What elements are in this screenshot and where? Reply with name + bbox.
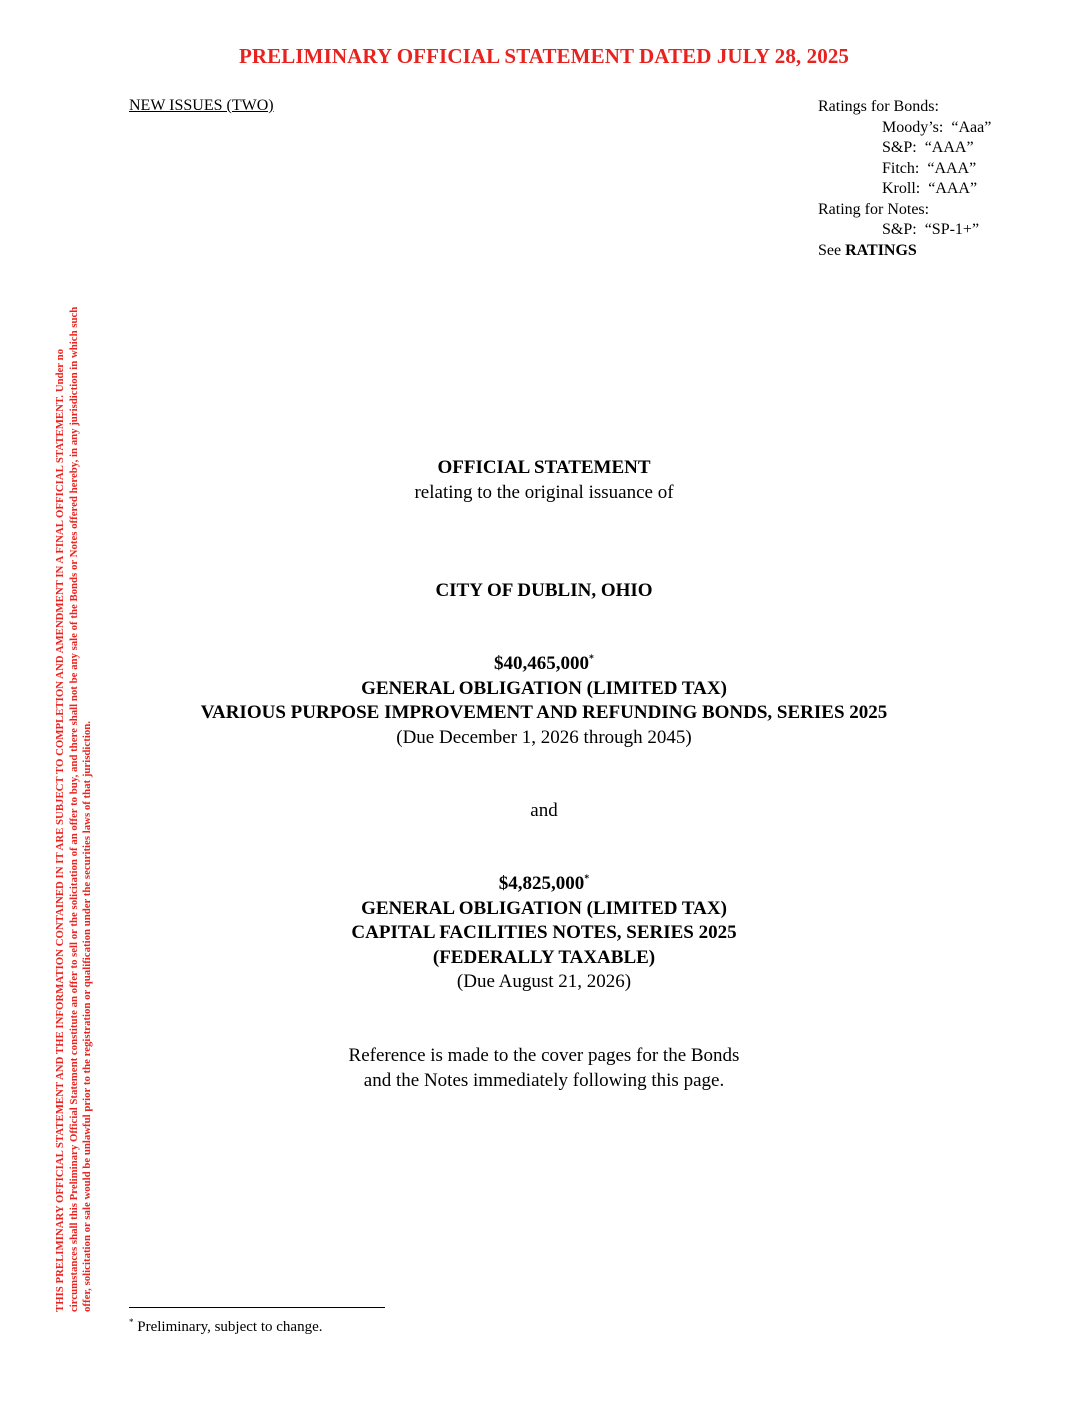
rating-agency: Moody’s: bbox=[882, 118, 944, 136]
notes-series-name: CAPITAL FACILITIES NOTES, SERIES 2025 bbox=[351, 922, 737, 943]
notes-due-date: (Due August 21, 2026) bbox=[456, 971, 632, 992]
document-subtitle: relating to the original issuance of bbox=[414, 481, 674, 503]
disclaimer-line-3: offer, solicitation or sale would be unlawful prior to the registration or qualification under the securities laws of that jurisdiction. bbox=[81, 721, 94, 1312]
official-statement-heading bbox=[0, 456, 1088, 505]
notes-obligation-type: GENERAL OBLIGATION (LIMITED TAX) bbox=[361, 897, 727, 919]
bonds-series-name: VARIOUS PURPOSE IMPROVEMENT AND REFUNDING BONDS, SERIES 2025 bbox=[200, 702, 888, 723]
rating-moodys bbox=[818, 118, 991, 139]
rating-fitch bbox=[818, 159, 991, 180]
ratings-section-ref: RATINGS bbox=[845, 241, 917, 259]
footnote-mark: * bbox=[129, 1317, 134, 1327]
reference-line-2: and the Notes immediately following this page. bbox=[363, 1069, 725, 1091]
footnote-text: Preliminary, subject to change. bbox=[137, 1319, 323, 1335]
footnote bbox=[129, 1319, 322, 1336]
bonds-due-dates: (Due December 1, 2026 through 2045) bbox=[396, 726, 692, 748]
preliminary-statement-header: PRELIMINARY OFFICIAL STATEMENT DATED JULY 28, 2025 bbox=[238, 44, 850, 68]
preliminary-footnote-mark: * bbox=[584, 873, 590, 885]
notes-rating-heading: Rating for Notes: bbox=[818, 200, 930, 218]
bonds-amount: $40,465,000 bbox=[494, 653, 589, 674]
conjunction-and: and bbox=[530, 800, 558, 821]
rating-agency: Fitch: bbox=[882, 159, 920, 177]
rating-notes-sp bbox=[818, 220, 991, 241]
rating-sp bbox=[818, 138, 991, 159]
notes-amount-line bbox=[0, 872, 1088, 897]
notes-amount: $4,825,000 bbox=[498, 873, 585, 894]
new-issues-label: NEW ISSUES (TWO) bbox=[129, 97, 274, 114]
rating-value: “AAA” bbox=[928, 180, 978, 197]
rating-agency: Kroll: bbox=[882, 180, 921, 197]
bonds-amount-line bbox=[0, 652, 1088, 677]
bonds-obligation-type: GENERAL OBLIGATION (LIMITED TAX) bbox=[361, 677, 727, 699]
notes-issue-block bbox=[0, 872, 1088, 995]
rating-value: “Aaa” bbox=[951, 118, 992, 136]
ratings-block bbox=[818, 97, 991, 261]
rating-value: “SP-1+” bbox=[924, 221, 980, 238]
rating-value: “AAA” bbox=[927, 159, 977, 177]
disclaimer-line-1: THIS PRELIMINARY OFFICIAL STATEMENT AND THE INFORMATION CONTAINED IN IT ARE SUBJECT TO COMPLETION AND AMENDMENT IN A FINAL OFFICIAL STATEMENT. Under no bbox=[54, 348, 66, 1312]
rating-value: “AAA” bbox=[924, 139, 974, 156]
reference-line-1: Reference is made to the cover pages for the Bonds bbox=[348, 1045, 740, 1066]
bonds-ratings-heading: Ratings for Bonds: bbox=[818, 98, 939, 115]
see-prefix: See bbox=[818, 241, 842, 259]
preliminary-footnote-mark: * bbox=[589, 653, 594, 665]
rating-kroll bbox=[818, 179, 991, 200]
rating-agency: S&P: bbox=[882, 221, 917, 238]
notes-tax-status: (FEDERALLY TAXABLE) bbox=[432, 946, 656, 968]
rating-agency: S&P: bbox=[882, 139, 917, 156]
document-title: OFFICIAL STATEMENT bbox=[437, 457, 651, 478]
cover-pages-reference bbox=[0, 1044, 1088, 1093]
disclaimer-line-2: circumstances shall this Preliminary Official Statement constitute an offer to sell or the solicitation of an offer to buy, and there shall not be any sale of the Bonds or Notes offered hereby, in any jurisdiction in which such bbox=[67, 306, 80, 1312]
bonds-issue-block bbox=[0, 652, 1088, 750]
issuer-name: CITY OF DUBLIN, OHIO bbox=[435, 580, 653, 601]
footnote-divider bbox=[129, 1307, 385, 1308]
see-ratings-reference bbox=[818, 241, 991, 262]
